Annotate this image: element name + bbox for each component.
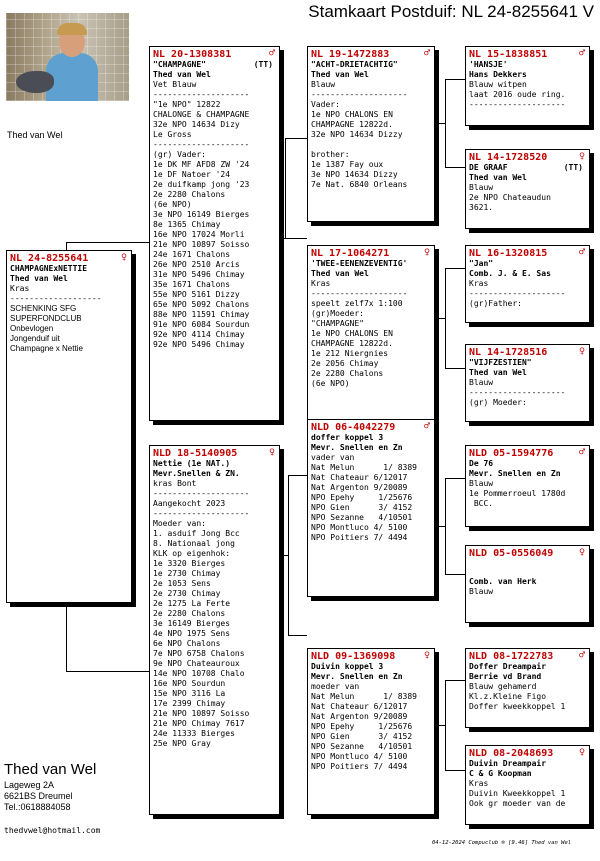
connector: [66, 671, 149, 672]
info-line: Nat Argenton 9/20089: [311, 712, 408, 721]
ring-number: NL 14-1728516: [469, 347, 548, 358]
pigeon-color: Vet Blauw: [153, 80, 197, 89]
info-line: 2e 1053 Sens: [153, 579, 211, 588]
info-line: 55e NPO 5161 Dizzy: [153, 290, 240, 299]
info-line: 15e NPO 3116 La: [153, 689, 226, 698]
info-line: 1. asduif Jong Bcc: [153, 529, 240, 538]
connector: [445, 167, 465, 168]
female-icon: ♀: [423, 247, 430, 258]
info-line: --------------------: [311, 90, 408, 99]
connector: [445, 79, 465, 80]
pigeon-owner: Comb. J. & E. Sas: [469, 269, 551, 278]
female-icon: ♀: [578, 547, 585, 558]
owner-name: Thed van Wel: [4, 761, 97, 778]
info-line: 88e NPO 11591 Chimay: [153, 310, 250, 319]
pigeon-color: Blauw gehamerd: [469, 682, 537, 691]
pigeon-info: [153, 90, 277, 350]
owner-email: thedvwel@hotmail.com: [4, 826, 101, 835]
great-grandparent-card: [465, 545, 590, 623]
info-line: 2e 2280 Chalons: [153, 609, 226, 618]
info-line: 26e NPO 2510 Arcis: [153, 260, 240, 269]
info-line: 1e 212 Niergnies: [311, 349, 389, 358]
info-line: 65e NPO 5092 Chalons: [153, 300, 250, 309]
ring-number: NLD 06-4042279: [311, 422, 396, 433]
info-line: Ook gr moeder van de: [469, 799, 566, 808]
pigeon-name: Duivin koppel 3: [311, 662, 384, 671]
info-line: (gr) Moeder:: [469, 398, 527, 407]
great-grandparent-card: [465, 149, 590, 229]
info-line: 91e NPO 6084 Sourdun: [153, 320, 250, 329]
ring-number: NL 14-1728520: [469, 152, 548, 163]
info-line: NPO Epehy 1/25676: [311, 722, 413, 731]
connector: [445, 268, 465, 269]
connector: [445, 368, 465, 369]
info-line: KLK op eigenhok:: [153, 549, 231, 558]
pigeon-name: "ACHT-DRIETACHTIG": [311, 60, 398, 69]
info-line: 6e NPO Chalons: [153, 639, 221, 648]
pigeon-info: [153, 489, 277, 749]
grandmother-mother-side-card: [307, 648, 435, 815]
great-grandparent-card: [465, 648, 590, 728]
pigeon-owner: Mevr. Snellen en Zn: [469, 469, 561, 478]
info-line: 21e NPO 10897 Soisso: [153, 709, 250, 718]
info-line: CHAMPAGNE 12822d.: [311, 120, 393, 129]
info-line: 2e 2730 Chimay: [153, 589, 221, 598]
great-grandparent-card: [465, 745, 590, 825]
mother-card: [149, 445, 280, 815]
connector: [445, 680, 465, 681]
info-line: BCC.: [469, 499, 494, 508]
connector: [285, 138, 307, 139]
ring-number: NL 20-1308381: [153, 49, 232, 60]
info-line: 1e 3320 Bierges: [153, 559, 226, 568]
pigeon-owner: Thed van Wel: [311, 269, 369, 278]
owner-name-small: Thed van Wel: [7, 130, 63, 140]
info-line: (gr)Father:: [469, 299, 522, 308]
info-line: (6e NPO): [311, 379, 350, 388]
info-line: 2e duifkamp jong '23: [153, 180, 250, 189]
male-icon: ♂: [578, 48, 585, 59]
address-line: 6621BS Dreumel: [4, 791, 73, 801]
info-line: Vader:: [311, 100, 340, 109]
pigeon-color: Kras: [469, 279, 489, 288]
info-line: 2e NPO Chateaudun: [469, 193, 551, 202]
ring-number: NL 15-1838851: [469, 49, 548, 60]
info-line: 24e 1671 Chalons: [153, 250, 231, 259]
connector: [66, 603, 67, 671]
info-line: Le Gross: [153, 130, 192, 139]
address-line: Lageweg 2A: [4, 780, 55, 790]
info-line: 21e NPO Chimay 7617: [153, 719, 245, 728]
pigeon-owner: C & G Koopman: [469, 769, 532, 778]
ring-number: NL 24-8255641: [10, 253, 89, 264]
pigeon-owner: Mevr. Snellen en Zn: [311, 672, 403, 681]
pigeon-name: Duivin Dreampair: [469, 759, 547, 768]
info-line: 2e 2280 Chalons: [311, 369, 384, 378]
info-line: --------------------: [153, 90, 250, 99]
info-line: 7e Nat. 6840 Orleans: [311, 180, 408, 189]
pigeon-owner: Comb. van Herk: [469, 577, 537, 586]
ring-number: NL 17-1064271: [311, 248, 390, 259]
info-line: 2e 2056 Chimay: [311, 359, 379, 368]
pigeon-owner: Mevr. Snellen en Zn: [311, 443, 403, 452]
connector: [285, 238, 307, 239]
grandfather-mother-side-card: [307, 419, 435, 597]
pigeon-color: Blauw witpen: [469, 80, 527, 89]
info-line: 7e NPO 6758 Chalons: [153, 649, 245, 658]
info-line: 1e 2730 Chimay: [153, 569, 221, 578]
ring-number: NL 19-1472883: [311, 49, 390, 60]
info-line: SCHENKING SFG: [10, 304, 77, 313]
pigeon-owner: Thed van Wel: [469, 368, 527, 377]
pigeon-name: [469, 559, 587, 569]
pigeon-info: [311, 463, 432, 543]
info-line: Duivin Kweekkoppel 1: [469, 789, 566, 798]
info-line: 1e Pommerroeul 1780d: [469, 489, 566, 498]
ring-number: NLD 18-5140905: [153, 448, 238, 459]
male-icon: ♂: [423, 48, 430, 59]
connector: [280, 555, 289, 556]
info-line: 8e 1365 Chimay: [153, 220, 221, 229]
connector: [445, 478, 465, 479]
female-icon: ♀: [578, 151, 585, 162]
info-line: Nat Melun 1/ 8389: [311, 692, 417, 701]
pigeon-info: [469, 388, 587, 408]
info-line: --------------------: [153, 509, 250, 518]
info-line: NPO Poitiers 7/ 4494: [311, 533, 408, 542]
connector: [66, 242, 149, 243]
grandmother-father-side-card: [307, 245, 435, 421]
info-line: (gr)Moeder:: [311, 309, 364, 318]
info-line: NPO Montluco 4/ 5100: [311, 752, 408, 761]
pigeon-info: [469, 90, 587, 110]
pigeon-name: Doffer Dreampair: [469, 662, 547, 671]
connector: [288, 635, 307, 636]
info-line: NPO Sezanne 4/10501: [311, 513, 413, 522]
info-line: 1e DF Natoer '24: [153, 170, 231, 179]
info-line: 16e NPO 17024 Morli: [153, 230, 245, 239]
info-line: 14e NPO 10708 Chalo: [153, 669, 245, 678]
page-title: Stamkaart Postduif: NL 24-8255641 V: [308, 2, 594, 21]
info-line: 2e 1275 La Ferte: [153, 599, 231, 608]
info-line: NPO Poitiers 7/ 4494: [311, 762, 408, 771]
pigeon-info: [311, 692, 432, 772]
male-icon: ♂: [578, 650, 585, 661]
ring-number: NLD 08-1722783: [469, 651, 554, 662]
pigeon-name: De 76: [469, 459, 494, 468]
female-icon: ♀: [578, 346, 585, 357]
info-line: NPO Gien 3/ 4152: [311, 503, 413, 512]
connector: [285, 138, 286, 238]
info-line: --------------------: [153, 489, 250, 498]
info-line: (gr) Vader:: [153, 150, 206, 159]
great-grandparent-card: [465, 445, 590, 527]
info-line: 3e NPO 16149 Bierges: [153, 210, 250, 219]
connector: [280, 238, 286, 239]
info-line: -------------------: [10, 294, 102, 303]
female-icon: ♀: [268, 447, 275, 458]
info-line: Kl.z.Kleine Figo: [469, 692, 547, 701]
info-line: Onbevlogen: [10, 324, 54, 333]
pigeon-info: [469, 193, 587, 213]
info-line: 92e NPO 5496 Chimay: [153, 340, 245, 349]
pigeon-owner: Thed van Wel: [153, 70, 211, 79]
info-line: NPO Sezanne 4/10501: [311, 742, 413, 751]
great-grandparent-card: [465, 46, 590, 126]
info-line: Moeder van:: [153, 519, 206, 528]
info-line: --------------------: [469, 388, 566, 397]
main-pigeon-card: [6, 250, 132, 603]
info-line: 1e DK MF AFD8 ZW '24: [153, 160, 250, 169]
pigeon-color: Kras: [469, 779, 489, 788]
male-icon: ♂: [268, 48, 275, 59]
ring-number: NLD 05-0556049: [469, 548, 554, 559]
pigeon-name: CHAMPAGNExNETTIE: [10, 264, 88, 273]
info-line: 3e NPO 14634 Dizzy: [311, 170, 398, 179]
info-line: Nat Chateaur 6/12017: [311, 473, 408, 482]
info-line: 32e NPO 14634 Dizzy: [311, 130, 403, 139]
info-line: [311, 140, 432, 150]
info-line: speelt zelf7x 1:100: [311, 299, 403, 308]
info-line: NPO Gien 3/ 4152: [311, 732, 413, 741]
info-line: 32e NPO 14634 Dizy: [153, 120, 240, 129]
info-line: 31e NPO 5496 Chimay: [153, 270, 245, 279]
pigeon-color: Blauw: [311, 80, 336, 89]
male-icon: ♂: [423, 421, 430, 432]
connector: [435, 725, 446, 726]
pigeon-color: Blauw: [469, 378, 494, 387]
pigeon-owner: Thed van Wel: [10, 274, 68, 283]
footer-print-info: 04-12-2024 Compuclub ® [9.46] Thed van Wel: [432, 840, 572, 846]
pigeon-name: Nettie (1e NAT.): [153, 459, 231, 468]
pigeon-info: [469, 692, 587, 712]
pigeon-color: kras Bont: [153, 479, 197, 488]
great-grandparent-card: [465, 344, 590, 422]
info-line: --------------------: [469, 289, 566, 298]
info-line: brother:: [311, 150, 350, 159]
owner-photo: [6, 13, 129, 101]
info-line: NPO Montluco 4/ 5100: [311, 523, 408, 532]
pigeon-color: Blauw: [469, 479, 494, 488]
pigeon-info: [311, 90, 432, 190]
info-line: 92e NPO 4114 Chimay: [153, 330, 245, 339]
info-line: 4e NPO 1975 Sens: [153, 629, 231, 638]
info-line: --------------------: [311, 289, 408, 298]
connector: [435, 123, 446, 124]
info-line: 16e NPO Sourdun: [153, 679, 226, 688]
info-line: Nat Chateaur 6/12017: [311, 702, 408, 711]
pigeon-info: [469, 289, 587, 309]
pigeon-name: doffer koppel 3: [311, 433, 384, 442]
pigeon-name: 'HANSJE': [469, 60, 508, 69]
pigeon-name: "CHAMPAGNE": [153, 60, 206, 69]
pigeon-tag: (TT): [563, 163, 583, 172]
info-line: 21e NPO 10897 Soisso: [153, 240, 250, 249]
info-line: Jongenduif uit: [10, 334, 60, 343]
info-line: --------------------: [469, 100, 566, 109]
pigeon-info: [469, 489, 587, 509]
info-line: Nat Melun 1/ 8389: [311, 463, 417, 472]
pigeon-owner: Mevr.Snellen & ZN.: [153, 469, 240, 478]
info-line: 9e NPO Chateauroux: [153, 659, 240, 668]
pigeon-name: 'TWEE-EENENZEVENTIG': [311, 259, 408, 268]
info-line: --------------------: [153, 140, 250, 149]
male-icon: ♂: [578, 447, 585, 458]
pigeon-owner: Berrie vd Brand: [469, 672, 542, 681]
info-line: 25e NPO Gray: [153, 739, 211, 748]
info-line: Doffer kweekkoppel 1: [469, 702, 566, 711]
ring-number: NL 16-1320815: [469, 248, 548, 259]
father-card: [149, 46, 280, 421]
info-line: 24e 11333 Bierges: [153, 729, 235, 738]
connector: [288, 475, 307, 476]
connector: [435, 318, 446, 319]
info-line: 8. Nationaal jong: [153, 539, 235, 548]
pigeon-color: Kras: [311, 279, 331, 288]
ring-number: NLD 05-1594776: [469, 448, 554, 459]
info-line: CHAMPAGNE 12822d.: [311, 339, 393, 348]
owner-address: [4, 780, 73, 813]
info-line: 1e 1387 Fay oux: [311, 160, 384, 169]
pigeon-name: DE GRAAF: [469, 163, 508, 172]
info-line: Aangekocht 2023: [153, 499, 226, 508]
info-line: 17e 2399 Chimay: [153, 699, 226, 708]
ring-number: NLD 08-2048693: [469, 748, 554, 759]
connector: [435, 526, 446, 527]
connector: [445, 574, 465, 575]
info-line: 35e 1671 Chalons: [153, 280, 231, 289]
grandfather-father-side-card: [307, 46, 435, 222]
female-icon: ♀: [578, 747, 585, 758]
pigeon-name: "VIJFZESTIEN": [469, 358, 532, 367]
info-line: laat 2016 oude ring.: [469, 90, 566, 99]
pigeon-color: Blauw: [469, 587, 494, 596]
info-line: NPO Epehy 1/25676: [311, 493, 413, 502]
info-line: Nat Argenton 9/20089: [311, 483, 408, 492]
info-line: (6e NPO): [153, 200, 192, 209]
info-line: 1e NPO CHALONS EN: [311, 110, 393, 119]
info-line: CHALONGE & CHAMPAGNE: [153, 110, 250, 119]
pigeon-info: [311, 289, 432, 389]
info-line: "1e NPO" 12822: [153, 100, 221, 109]
female-icon: ♀: [120, 252, 127, 263]
pigeon-color: Blauw: [469, 183, 494, 192]
pigeon-color: moeder van: [311, 682, 360, 691]
pigeon-color: vader van: [311, 453, 355, 462]
ring-number: NLD 09-1369098: [311, 651, 396, 662]
info-line: SUPERFONDCLUB: [10, 314, 82, 323]
great-grandparent-card: [465, 245, 590, 323]
pigeon-tag: (TT): [253, 60, 273, 69]
pigeon-info: [469, 789, 587, 809]
info-line: 3e 16149 Bierges: [153, 619, 231, 628]
pigeon-name: "Jan": [469, 259, 494, 268]
female-icon: ♀: [423, 650, 430, 661]
info-line: Champagne x Nettie: [10, 344, 83, 353]
phone-line: Tel.:0618884058: [4, 802, 71, 812]
male-icon: ♂: [578, 247, 585, 258]
pigeon-color: Kras: [10, 284, 30, 293]
pigeon-owner: Thed van Wel: [311, 70, 369, 79]
info-line: 2e 2280 Chalons: [153, 190, 226, 199]
info-line: "CHAMPAGNE": [311, 319, 364, 328]
pigeon-owner: Hans Dekkers: [469, 70, 527, 79]
pigeon-owner: Thed van Wel: [469, 173, 527, 182]
connector: [445, 770, 465, 771]
info-line: 3621.: [469, 203, 494, 212]
info-line: 1e NPO CHALONS EN: [311, 329, 393, 338]
